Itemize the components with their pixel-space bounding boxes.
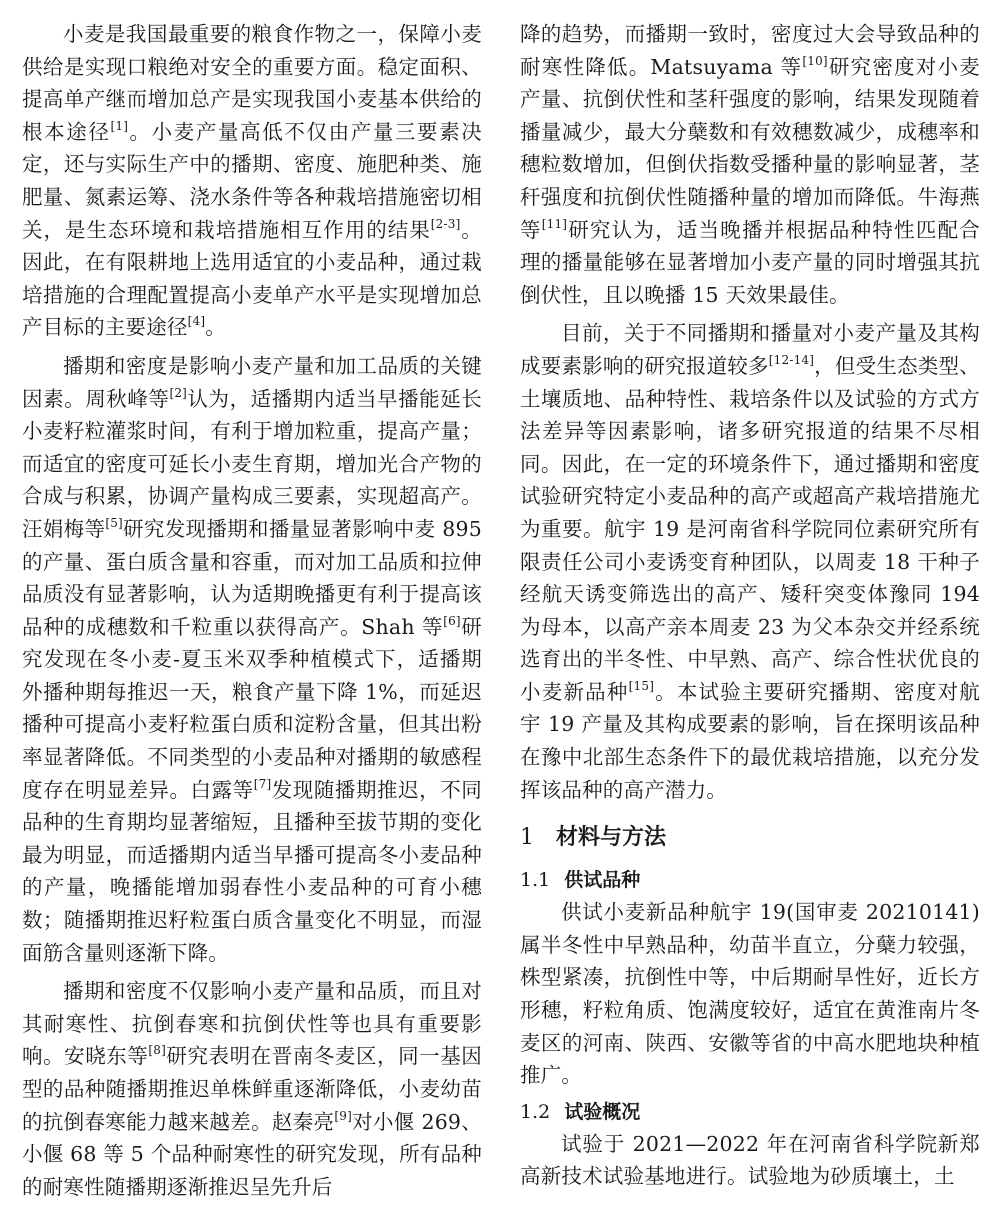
left-column: [22, 18, 482, 1203]
paragraph-text: ，但受生态类型、土壤质地、品种特性、栽培条件以及试验的方式方法差异等因素影响，诸多研究报道的结果不尽相同。因此，在一定的环境条件下，通过播期和密度试验研究特定小麦品种的高产或超高产栽培措施尤为重要。航宇 19 是河南省科学院同位素研究所有限责任公司小麦诱变育种团队，以周麦 18 干种子经航天诱变筛选出的高产、矮秆突变体豫同 194 为母本，以高产亲本周麦 23 为父本杂交并经系统选育出的半冬性、中早熟、高产、综合性状优良的小麦新品种: [520, 353, 980, 704]
paragraph-text: 研究发现播期和播量显著影响中麦 895 的产量、蛋白质含量和容重，而对加工品质和拉伸品质没有显著影响，认为适期晚播更有利于提高该品种的成穗数和千粒重以获得高产。Shah 等: [22, 516, 482, 639]
subsection-number: 1.1: [520, 869, 551, 892]
subsection-heading: [520, 864, 980, 896]
paragraph-text: 供试小麦新品种航宇 19(国审麦 20210141)属半冬性中早熟品种，幼苗半直立，分蘖力较强，株型紧凑，抗倒性中等，中后期耐旱性好，近长方形穗，籽粒角质、饱满度较好，适宜在黄淮南片冬麦区的河南、陕西、安徽等省的中高水肥地块种植推广。: [520, 900, 980, 1088]
subsection-number: 1.2: [520, 1100, 551, 1123]
paragraph: [520, 317, 980, 806]
citation-ref: [7]: [253, 776, 272, 791]
section-heading: [520, 822, 980, 854]
paragraph-text: 对小偃 269、小偃 68 等 5 个品种耐寒性的研究发现，所有品种的耐寒性随播期逐渐推迟呈先升后: [22, 1109, 482, 1199]
citation-ref: [9]: [334, 1108, 352, 1123]
subsection-heading: [520, 1096, 980, 1128]
paragraph-text: 认为，适播期内适当早播能延长小麦籽粒灌浆时间，有利于增加粒重，提高产量；而适宜的密度可延长小麦生育期，增加光合产物的合成与积累，协调产量构成三要素，实现超高产。汪娟梅等: [22, 386, 482, 541]
paragraph-text: 播期和密度不仅影响小麦产量和品质，而且对其耐寒性、抗倒春寒和抗倒伏性等也具有重要影响。安晓东等: [22, 979, 482, 1069]
citation-ref: [11]: [541, 216, 568, 231]
citation-ref: [6]: [443, 613, 461, 628]
paragraph-text: 。本试验主要研究播期、密度对航宇 19 产量及其构成要素的影响，旨在探明该品种在豫中北部生态条件下的最优栽培措施，以充分发挥该品种的高产潜力。: [520, 679, 980, 802]
citation-ref: [10]: [802, 53, 828, 68]
paragraph: [22, 18, 482, 344]
paragraph-text: 。因此，在有限耕地上选用适宜的小麦品种，通过栽培措施的合理配置提高小麦单产水平是实现增加总产目标的主要途径: [22, 217, 482, 340]
paragraph: [22, 975, 482, 1203]
paragraph-text: 。小麦产量高低不仅由产量三要素决定，还与实际生产中的播期、密度、施肥种类、施肥量、氮素运筹、浇水条件等各种栽培措施密切相关，是生态环境和栽培措施相互作用的结果: [22, 119, 482, 242]
paragraph-text: 发现随播期推迟，不同品种的生育期均显著缩短，且播种至拔节期的变化最为明显，而适播期内适当早播可提高冬小麦品种的产量，晚播能增加弱春性小麦品种的可育小穗数；随播期推迟籽粒蛋白质含量变化不明显，而湿面筋含量则逐渐下降。: [22, 777, 483, 965]
citation-ref: [12-14]: [768, 352, 815, 367]
paragraph: [22, 350, 482, 969]
right-column: [520, 18, 980, 1193]
paragraph-text: 播期和密度是影响小麦产量和加工品质的关键因素。周秋峰等: [22, 353, 482, 411]
subsection-title: 试验概况: [564, 1100, 641, 1123]
paragraph-text: 降的趋势，而播期一致时，密度过大会导致品种的耐寒性降低。Matsuyama 等: [520, 22, 980, 79]
citation-ref: [8]: [148, 1043, 167, 1058]
section-number: 1: [520, 825, 534, 851]
section-title: 材料与方法: [556, 825, 667, 851]
citation-ref: [4]: [187, 314, 206, 329]
citation-ref: [15]: [628, 678, 655, 693]
paragraph-text: 研究表明在晋南冬麦区，同一基因型的品种随播期推迟单株鲜重逐渐降低，小麦幼苗的抗倒春寒能力越来越差。赵秦亮: [22, 1044, 483, 1134]
citation-ref: [1]: [110, 118, 129, 133]
paragraph-text: 目前，关于不同播期和播量对小麦产量及其构成要素影响的研究报道较多: [520, 321, 980, 378]
paragraph-text: 研究密度对小麦产量、抗倒伏性和茎秆强度的影响，结果发现随着播量减少，最大分蘖数和有效穗数减少，成穗率和穗粒数增加，但倒伏指数受播种量的影响显著，茎秆强度和抗倒伏性随播种量的增加而降低。牛海燕等: [520, 54, 980, 242]
paragraph-continuation: [520, 18, 980, 311]
citation-ref: [5]: [105, 515, 123, 530]
paragraph-text: 研究发现在冬小麦-夏玉米双季种植模式下，适播期外播种期每推迟一天，粮食产量下降 1%，而延迟播种可提高小麦籽粒蛋白质和淀粉含量，但其出粉率显著降低。不同类型的小麦品种对播期的敏感程度存在明显差异。白露等: [22, 614, 483, 802]
subsection-title: 供试品种: [564, 869, 641, 892]
paragraph-text: 试验于 2021—2022 年在河南省科学院新郑高新技术试验基地进行。试验地为砂质壤土，土: [520, 1131, 980, 1189]
paragraph: [520, 1128, 980, 1193]
paragraph-text: 小麦是我国最重要的粮食作物之一，保障小麦供给是实现口粮绝对安全的重要方面。稳定面积、提高单产继而增加总产是实现我国小麦基本供给的根本途径: [22, 22, 482, 144]
paragraph: [520, 896, 980, 1092]
citation-ref: [2]: [169, 385, 188, 400]
citation-ref: [2-3]: [430, 216, 461, 231]
paragraph-text: 。: [205, 315, 226, 340]
paragraph-text: 研究认为，适当晚播并根据品种特性匹配合理的播量能够在显著增加小麦产量的同时增强其抗倒伏性，且以晚播 15 天效果最佳。: [520, 217, 980, 307]
